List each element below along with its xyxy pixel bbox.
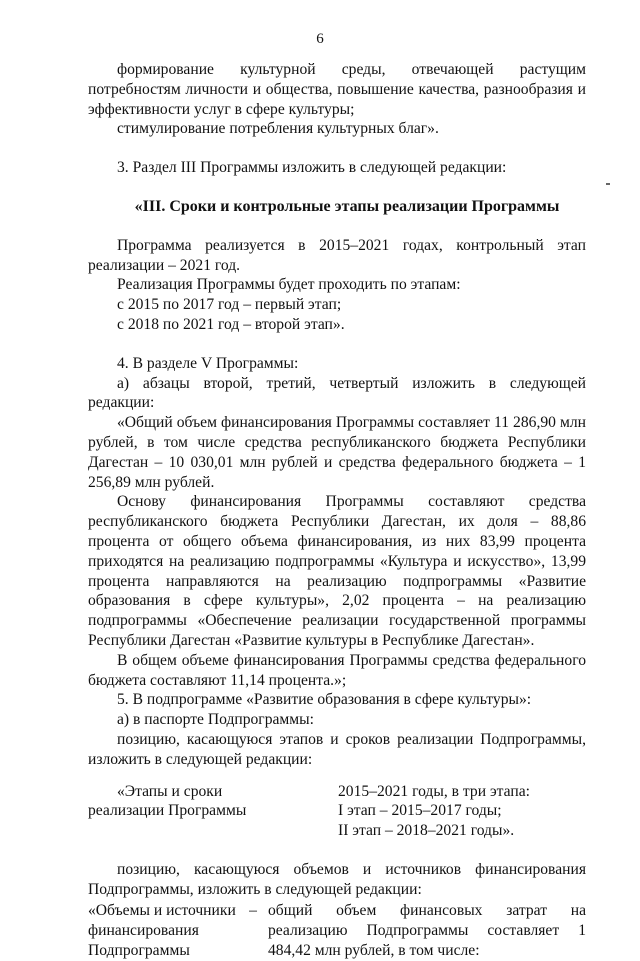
- finance-value: общий объем финансовых затрат на реализацию Подпрограммы составляет 1 484,42 млн рублей, в том числе:: [268, 902, 586, 960]
- page-number: 6: [316, 31, 324, 47]
- section-heading: «III. Сроки и контрольные этапы реализации Программы: [134, 197, 560, 215]
- table-cell-text: I этап – 2015–2017 годы;: [338, 802, 502, 820]
- table-cell-text: реализации Программы: [88, 802, 247, 820]
- paragraph: стимулирование потребления культурных благ».: [117, 120, 439, 138]
- finance-label: [88, 901, 238, 960]
- paragraph: формирование культурной среды, отвечающей растущим потребностям личности и общества, повышение качества, разнообразия и эффективности услуг в сфере культуры;: [88, 61, 586, 118]
- paragraph: Программа реализуется в 2015–2021 годах, контрольный этап реализации – 2021 год.: [88, 236, 586, 274]
- paragraph: Реализация Программы будет проходить по этапам:: [117, 276, 461, 294]
- stages-table: [88, 782, 586, 841]
- paragraph: 3. Раздел III Программы изложить в следующей редакции:: [117, 159, 507, 177]
- paragraph: Основу финансирования Программы составляют средства республиканского бюджета Республики Дагестан, их доля – 88,86 процента от общего объема финансирования, из них 83,99 процента приходятся на реализацию подпрограммы «Культура и искусство», 13,99 процента направляются на реализацию подпрограммы «Развитие образования в сфере культуры», 2,02 процента – на реализацию подпрограммы «Обеспечение реализации государственной программы Республики Дагестан «Развитие культуры в Республике Дагестан».: [88, 493, 586, 649]
- paragraph: 5. В подпрограмме «Развитие образования в сфере культуры»:: [117, 691, 532, 709]
- paragraph: с 2015 по 2017 год – первый этап;: [117, 296, 342, 314]
- paragraph: а) абзацы второй, третий, четвертый изложить в следующей редакции:: [88, 374, 586, 412]
- table-cell-text: Подпрограммы: [88, 942, 190, 960]
- stages-label: [88, 782, 338, 822]
- dash-separator: –: [249, 902, 257, 920]
- finance-table: [88, 901, 586, 960]
- paragraph: позицию, касающуюся объемов и источников финансирования Подпрограммы, изложить в следующей редакции:: [88, 860, 586, 898]
- table-cell-text: «Объемы и источники: [88, 902, 236, 920]
- table-cell-text: финансирования: [88, 922, 199, 940]
- paragraph: 4. В разделе V Программы:: [117, 354, 299, 372]
- document-body: [88, 60, 586, 961]
- paragraph: позицию, касающуюся этапов и сроков реализации Подпрограммы, изложить в следующей редакции:: [88, 730, 586, 768]
- stages-value: [338, 782, 586, 841]
- table-cell-text: II этап – 2018–2021 годы».: [338, 822, 515, 840]
- paragraph: «Общий объем финансирования Программы составляет 11 286,90 млн рублей, в том числе средства республиканского бюджета Республики Дагестан – 10 030,01 млн рублей и средства федерального бюджета – 1 256,89 млн рублей.: [88, 414, 586, 491]
- paragraph: В общем объеме финансирования Программы средства федерального бюджета составляют 11,14 процента.»;: [88, 651, 586, 689]
- paragraph: с 2018 по 2021 год – второй этап».: [117, 315, 345, 333]
- scan-mark: [606, 183, 610, 185]
- table-cell-text: 2015–2021 годы, в три этапа:: [338, 782, 530, 800]
- paragraph: а) в паспорте Подпрограммы:: [117, 711, 314, 729]
- table-cell-text: «Этапы и сроки: [117, 782, 223, 800]
